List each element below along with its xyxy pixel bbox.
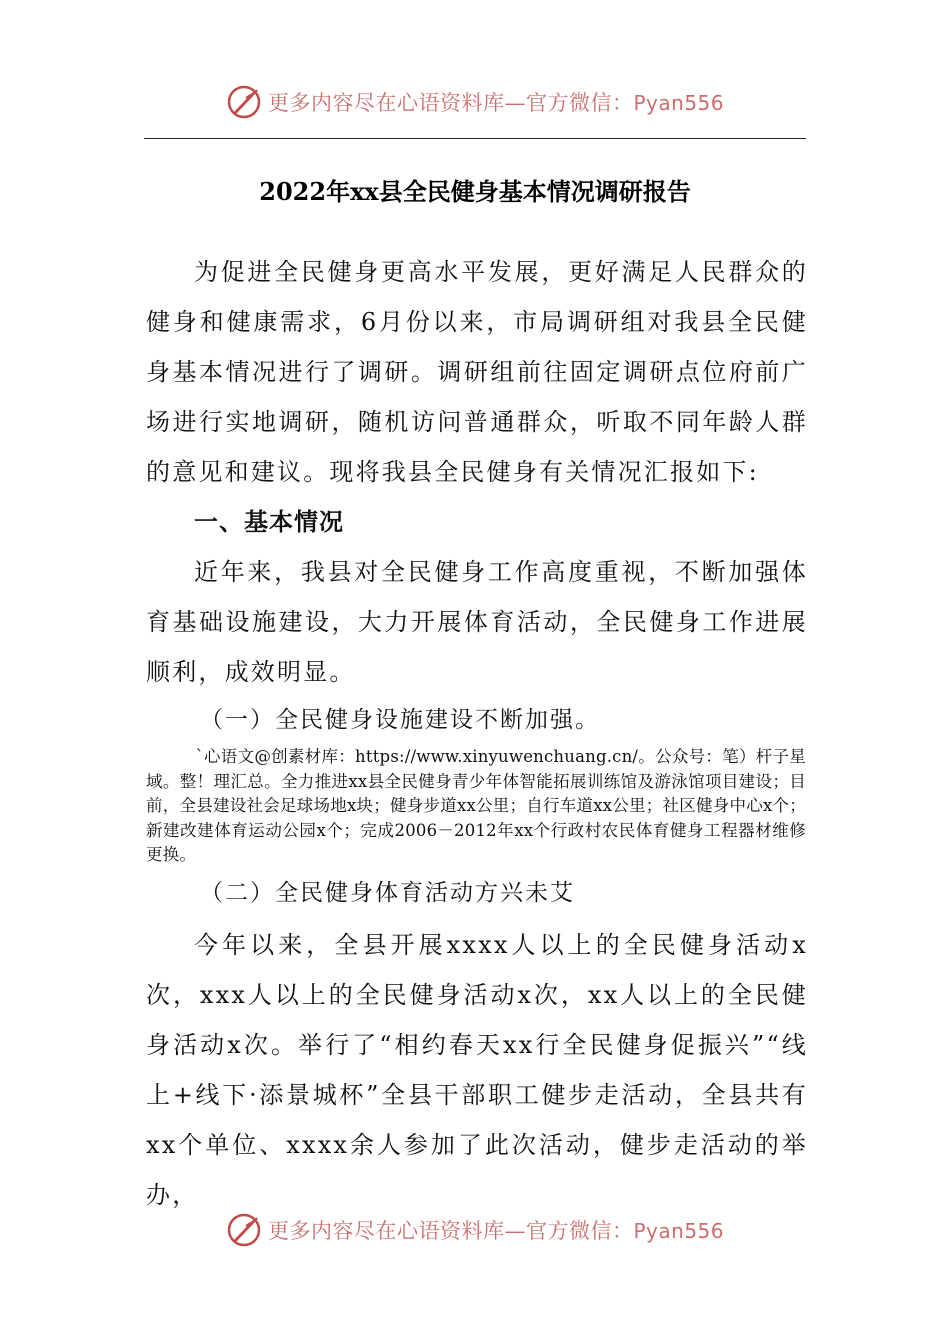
facilities-paragraph: `心语文@创素材库：https://www.xinyuwenchuang.cn/。公众号：笔）杆子星域。整！理汇总。全力推进xx县全民健身青少年体智能拓展训练馆及游泳馆项目建设；目前，全县建设社会足球场地x块；健身步道xx公里；自行车道xx公里；社区健身中心x个；新建改建体育运动公园x个；完成2006－2012年xx个行政村农民体育健身工程器材维修更换。 xyxy=(146,747,806,864)
intro-paragraph: 为促进全民健身更高水平发展，更好满足人民群众的健身和健康需求，6月份以来，市局调研组对我县全民健身基本情况进行了调研。调研组前往固定调研点位府前广场进行实地调研，随机访问普通群众，听取不同年龄人群的意见和建议。现将我县全民健身有关情况汇报如下: xyxy=(146,258,808,486)
activities-paragraph: 今年以来，全县开展xxxx人以上的全民健身活动x次，xxx人以上的全民健身活动x次，xx人以上的全民健身活动x次。举行了“相约春天xx行全民健身促振兴”“线上+线下·添景城杯”全县干部职工健步走活动，全县共有xx个单位、xxxx余人参加了此次活动，健步走活动的举办， xyxy=(146,931,808,1209)
section1-paragraph: 近年来，我县对全民健身工作高度重视，不断加强体育基础设施建设，大力开展体育活动，全民健身工作进展顺利，成效明显。 xyxy=(146,558,808,686)
subsection-heading-activities: （二）全民健身体育活动方兴未艾 xyxy=(200,880,575,906)
banner-text: 更多内容尽在心语资料库—官方微信：Pyan556 xyxy=(267,1219,724,1243)
footer-banner xyxy=(0,1208,950,1252)
section-heading-basic: 一、基本情况 xyxy=(194,508,344,536)
subsection-heading-facilities: （一）全民健身设施建设不断加强。 xyxy=(200,707,600,733)
quill-logo-icon xyxy=(226,84,262,120)
header-banner xyxy=(0,80,950,124)
banner-text: 更多内容尽在心语资料库—官方微信：Pyan556 xyxy=(267,91,724,115)
header-divider xyxy=(144,138,806,139)
quill-logo-icon xyxy=(226,1212,262,1248)
document-title: 2022年xx县全民健身基本情况调研报告 xyxy=(259,177,691,206)
